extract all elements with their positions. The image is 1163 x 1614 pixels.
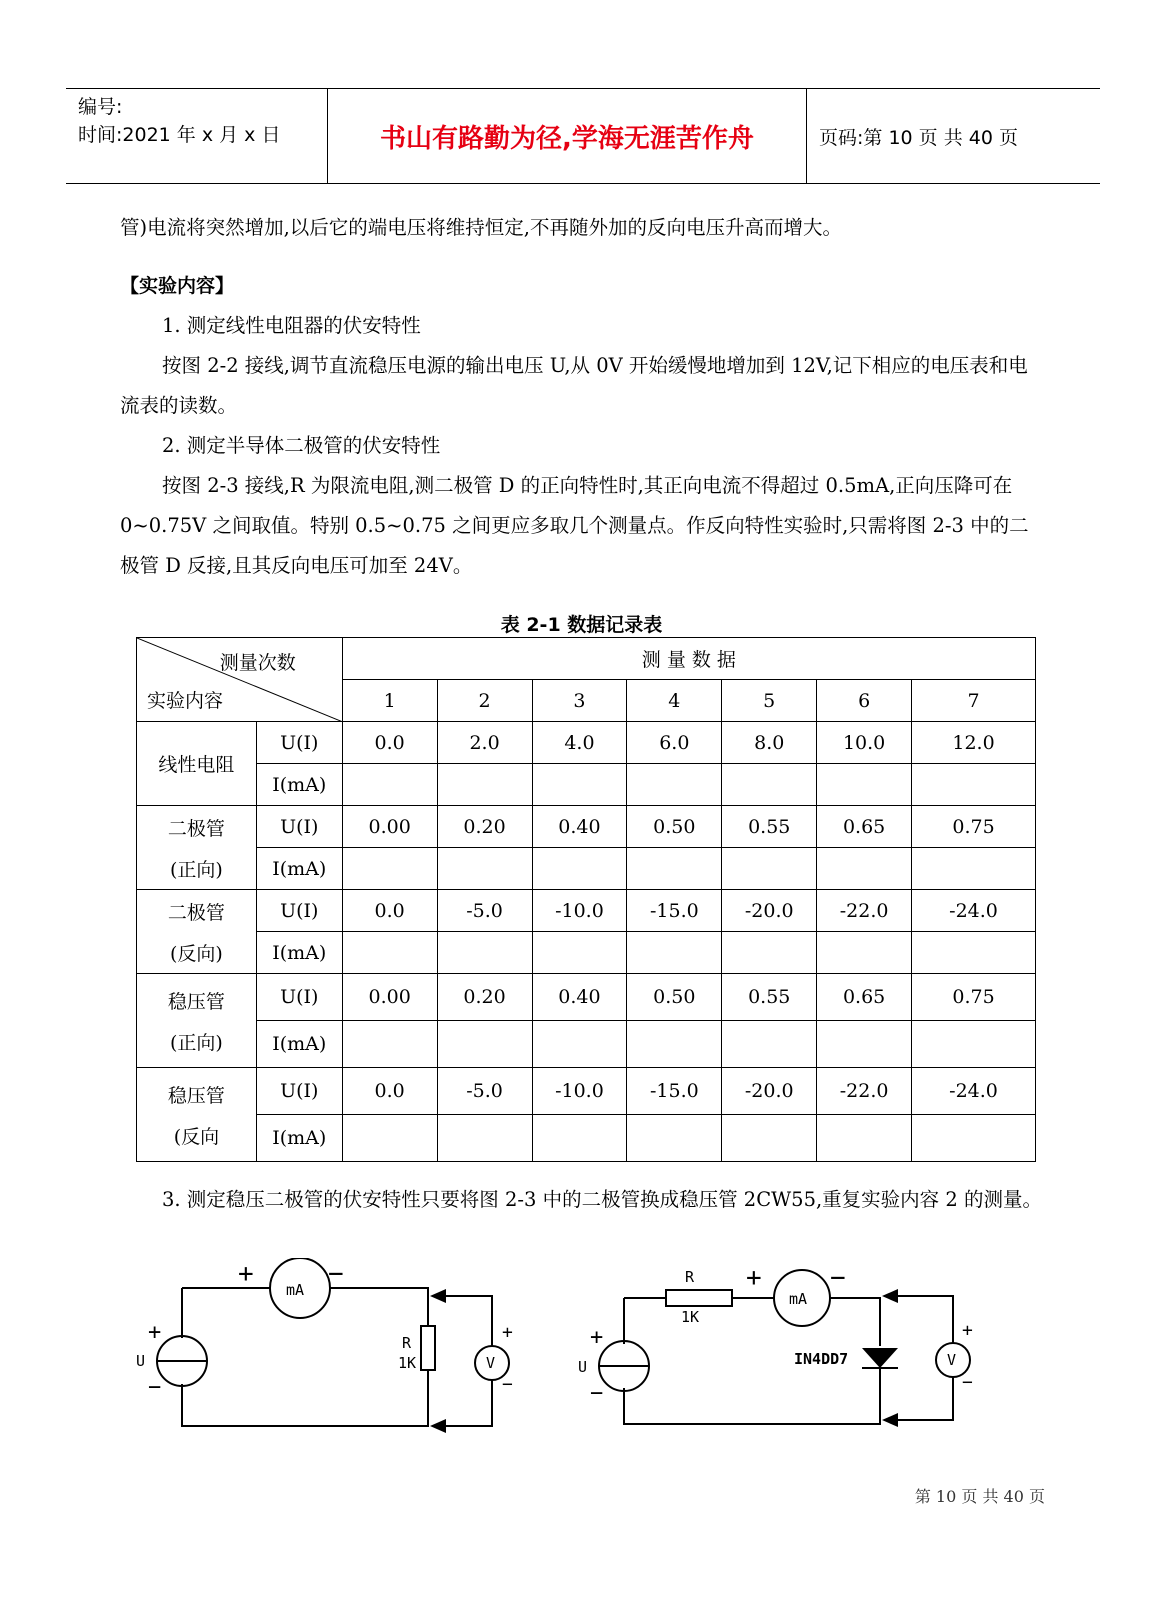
current-value-empty[interactable] xyxy=(817,764,912,806)
voltmeter-wire-bottom xyxy=(894,1377,953,1420)
current-value-empty[interactable] xyxy=(342,932,437,974)
ammeter-plus: + xyxy=(746,1263,762,1293)
voltage-value: 2.0 xyxy=(437,722,532,764)
current-value-empty[interactable] xyxy=(817,932,912,974)
group-i-row xyxy=(137,1021,1036,1068)
current-value-empty[interactable] xyxy=(532,1115,627,1162)
group-name-cell xyxy=(137,722,257,806)
column-index: 6 xyxy=(817,680,912,722)
voltmeter-plus: + xyxy=(502,1322,513,1343)
voltage-value: -5.0 xyxy=(437,890,532,932)
voltmeter-label: V xyxy=(486,1354,496,1372)
data-record-table xyxy=(136,637,1036,1162)
i-label: I(mA) xyxy=(256,764,342,806)
group-i-row xyxy=(137,764,1036,806)
source-label: U xyxy=(578,1358,588,1376)
voltage-value: 0.55 xyxy=(722,806,817,848)
wire-bottom xyxy=(624,1368,880,1424)
current-value-empty[interactable] xyxy=(437,764,532,806)
voltage-value: -22.0 xyxy=(817,1068,912,1115)
group-u-row xyxy=(137,1068,1036,1115)
column-index: 2 xyxy=(437,680,532,722)
voltage-value: 0.50 xyxy=(627,974,722,1021)
group-name: 稳压管 xyxy=(167,990,225,1013)
current-value-empty[interactable] xyxy=(722,764,817,806)
current-value-empty[interactable] xyxy=(627,764,722,806)
item-1: 1. 测定线性电阻器的伏安特性 xyxy=(162,314,421,337)
voltage-value: 0.20 xyxy=(437,806,532,848)
voltage-value: 6.0 xyxy=(627,722,722,764)
current-value-empty[interactable] xyxy=(722,1021,817,1068)
voltage-value: 0.00 xyxy=(342,806,437,848)
resistor-name: R xyxy=(402,1334,412,1352)
page-header xyxy=(66,88,1100,184)
current-value-empty[interactable] xyxy=(817,1021,912,1068)
column-index: 4 xyxy=(627,680,722,722)
wire-top-right xyxy=(330,1288,428,1326)
voltage-value: -24.0 xyxy=(912,1068,1036,1115)
table-body xyxy=(137,722,1036,1162)
current-value-empty[interactable] xyxy=(912,848,1036,890)
column-index: 7 xyxy=(912,680,1036,722)
group-direction: (正向) xyxy=(169,1031,223,1054)
circuit-diagram-resistor xyxy=(130,1258,530,1443)
group-direction: (正向) xyxy=(169,858,223,881)
current-value-empty[interactable] xyxy=(437,932,532,974)
current-value-empty[interactable] xyxy=(342,1115,437,1162)
wire-top-right xyxy=(830,1298,880,1346)
table-corner-cell xyxy=(137,638,343,722)
table-title: 表 2-1 数据记录表 xyxy=(500,614,663,636)
section-title: 【实验内容】 xyxy=(120,275,235,297)
group-direction: (反向 xyxy=(173,1125,220,1148)
source-minus: − xyxy=(148,1375,162,1400)
group-name: 二极管 xyxy=(167,817,225,840)
i-label: I(mA) xyxy=(256,848,342,890)
header-page-info: 页码:第 10 页 共 40 页 xyxy=(819,126,1018,149)
arrow-bottom xyxy=(882,1413,898,1427)
group-name: 线性电阻 xyxy=(158,754,235,776)
group-u-row xyxy=(137,722,1036,764)
current-value-empty[interactable] xyxy=(342,1021,437,1068)
time-label: 时间:2021 年 x 月 x 日 xyxy=(78,124,281,146)
current-value-empty[interactable] xyxy=(912,932,1036,974)
group-u-row xyxy=(137,974,1036,1021)
u-label: U(I) xyxy=(256,722,342,764)
header-motto: 书山有路勤为径,学海无涯苦作舟 xyxy=(328,89,807,183)
source-plus: + xyxy=(148,1320,162,1345)
current-value-empty[interactable] xyxy=(817,1115,912,1162)
voltage-value: -22.0 xyxy=(817,890,912,932)
item-3: 3. 测定稳压二极管的伏安特性只要将图 2-3 中的二极管换成稳压管 2CW55,重复实验内容 2 的测量。 xyxy=(162,1188,1042,1211)
voltage-value: -15.0 xyxy=(627,890,722,932)
column-index: 5 xyxy=(722,680,817,722)
u-label: U(I) xyxy=(256,890,342,932)
current-value-empty[interactable] xyxy=(912,1115,1036,1162)
voltage-value: 0.0 xyxy=(342,890,437,932)
group-name-cell xyxy=(137,806,257,890)
ammeter-label: mA xyxy=(286,1281,305,1299)
paragraph-2: 按图 2-3 接线,R 为限流电阻,测二极管 D 的正向特性时,其正向电流不得超过 0.5mA,正向压降可在 0~0.75V 之间取值。特别 0.5~0.75 之间更应多取几个测量点。作反向特性实验时,只需将图 2-3 中的二极管 D 反接,且其反向电压可加至 24V。 xyxy=(120,474,1029,577)
group-direction: (反向) xyxy=(169,942,223,965)
voltage-value: 0.40 xyxy=(532,974,627,1021)
source-label: U xyxy=(136,1352,146,1370)
i-label: I(mA) xyxy=(256,932,342,974)
current-value-empty[interactable] xyxy=(627,1021,722,1068)
current-value-empty[interactable] xyxy=(437,848,532,890)
voltage-value: -20.0 xyxy=(722,1068,817,1115)
diode-triangle xyxy=(862,1348,898,1368)
voltage-value: 0.20 xyxy=(437,974,532,1021)
diode-label: IN4DD7 xyxy=(794,1350,849,1368)
current-value-empty[interactable] xyxy=(532,932,627,974)
voltage-value: 0.0 xyxy=(342,722,437,764)
current-value-empty[interactable] xyxy=(627,848,722,890)
voltage-value: 0.00 xyxy=(342,974,437,1021)
group-name-cell xyxy=(137,890,257,974)
number-label: 编号: xyxy=(78,96,123,118)
paragraph-intro: 管)电流将突然增加,以后它的端电压将维持恒定,不再随外加的反向电压升高而增大。 xyxy=(120,216,843,239)
column-index: 1 xyxy=(342,680,437,722)
i-label: I(mA) xyxy=(256,1115,342,1162)
voltage-value: -20.0 xyxy=(722,890,817,932)
u-label: U(I) xyxy=(256,974,342,1021)
u-label: U(I) xyxy=(256,806,342,848)
current-value-empty[interactable] xyxy=(342,848,437,890)
resistor-value: 1K xyxy=(398,1354,417,1372)
current-value-empty[interactable] xyxy=(437,1115,532,1162)
voltmeter-label: V xyxy=(947,1351,957,1369)
group-u-row xyxy=(137,806,1036,848)
measure-header: 测 量 数 据 xyxy=(342,638,1035,680)
voltage-value: 0.75 xyxy=(912,974,1036,1021)
current-value-empty[interactable] xyxy=(817,848,912,890)
paragraph-1: 按图 2-2 接线,调节直流稳压电源的输出电压 U,从 0V 开始缓慢地增加到 12V,记下相应的电压表和电流表的读数。 xyxy=(120,354,1028,417)
current-value-empty[interactable] xyxy=(532,764,627,806)
source-minus: − xyxy=(590,1381,604,1406)
group-i-row xyxy=(137,932,1036,974)
page-footer: 第 10 页 共 40 页 xyxy=(914,1487,1045,1506)
ammeter-minus: − xyxy=(830,1263,846,1293)
current-value-empty[interactable] xyxy=(912,1021,1036,1068)
corner-top-label: 测量次数 xyxy=(219,652,296,674)
arrow-bottom xyxy=(430,1419,446,1433)
voltage-value: 0.0 xyxy=(342,1068,437,1115)
current-value-empty[interactable] xyxy=(912,764,1036,806)
voltage-value: 10.0 xyxy=(817,722,912,764)
current-value-empty[interactable] xyxy=(722,848,817,890)
group-name: 二极管 xyxy=(167,901,225,924)
voltage-value: 8.0 xyxy=(722,722,817,764)
wire-bottom xyxy=(182,1370,428,1426)
voltage-value: -24.0 xyxy=(912,890,1036,932)
voltage-value: 12.0 xyxy=(912,722,1036,764)
corner-bottom-label: 实验内容 xyxy=(147,690,224,712)
circuit-diagram-diode xyxy=(572,1262,992,1452)
group-u-row xyxy=(137,890,1036,932)
voltmeter-wire-bottom xyxy=(442,1380,492,1426)
header-meta xyxy=(66,89,328,183)
resistor-symbol xyxy=(666,1290,732,1306)
group-name-cell xyxy=(137,974,257,1068)
voltage-value: -10.0 xyxy=(532,890,627,932)
current-value-empty[interactable] xyxy=(342,764,437,806)
voltage-value: -5.0 xyxy=(437,1068,532,1115)
current-value-empty[interactable] xyxy=(722,1115,817,1162)
voltmeter-wire-top xyxy=(894,1296,953,1343)
group-i-row xyxy=(137,1115,1036,1162)
voltage-value: -10.0 xyxy=(532,1068,627,1115)
voltage-value: 4.0 xyxy=(532,722,627,764)
ammeter-plus: + xyxy=(238,1259,254,1289)
resistor-name: R xyxy=(685,1268,695,1286)
current-value-empty[interactable] xyxy=(437,1021,532,1068)
i-label: I(mA) xyxy=(256,1021,342,1068)
current-value-empty[interactable] xyxy=(722,932,817,974)
voltage-value: -15.0 xyxy=(627,1068,722,1115)
voltmeter-minus: − xyxy=(962,1372,973,1393)
arrow-top xyxy=(430,1289,446,1303)
voltage-value: 0.40 xyxy=(532,806,627,848)
current-value-empty[interactable] xyxy=(627,1115,722,1162)
group-i-row xyxy=(137,848,1036,890)
resistor-value: 1K xyxy=(681,1308,700,1326)
arrow-top xyxy=(882,1289,898,1303)
ammeter-label: mA xyxy=(789,1290,808,1308)
u-label: U(I) xyxy=(256,1068,342,1115)
source-plus: + xyxy=(590,1325,604,1350)
item-2: 2. 测定半导体二极管的伏安特性 xyxy=(162,434,441,457)
voltage-value: 0.55 xyxy=(722,974,817,1021)
group-name: 稳压管 xyxy=(167,1084,225,1107)
voltage-value: 0.50 xyxy=(627,806,722,848)
current-value-empty[interactable] xyxy=(532,848,627,890)
voltmeter-wire-top xyxy=(442,1296,492,1346)
group-name-cell xyxy=(137,1068,257,1162)
resistor-symbol xyxy=(421,1326,435,1370)
voltage-value: 0.65 xyxy=(817,806,912,848)
voltage-value: 0.65 xyxy=(817,974,912,1021)
ammeter-minus: − xyxy=(328,1259,344,1289)
voltmeter-plus: + xyxy=(962,1320,973,1341)
column-index: 3 xyxy=(532,680,627,722)
current-value-empty[interactable] xyxy=(627,932,722,974)
voltage-value: 0.75 xyxy=(912,806,1036,848)
current-value-empty[interactable] xyxy=(532,1021,627,1068)
voltmeter-minus: − xyxy=(502,1374,513,1395)
